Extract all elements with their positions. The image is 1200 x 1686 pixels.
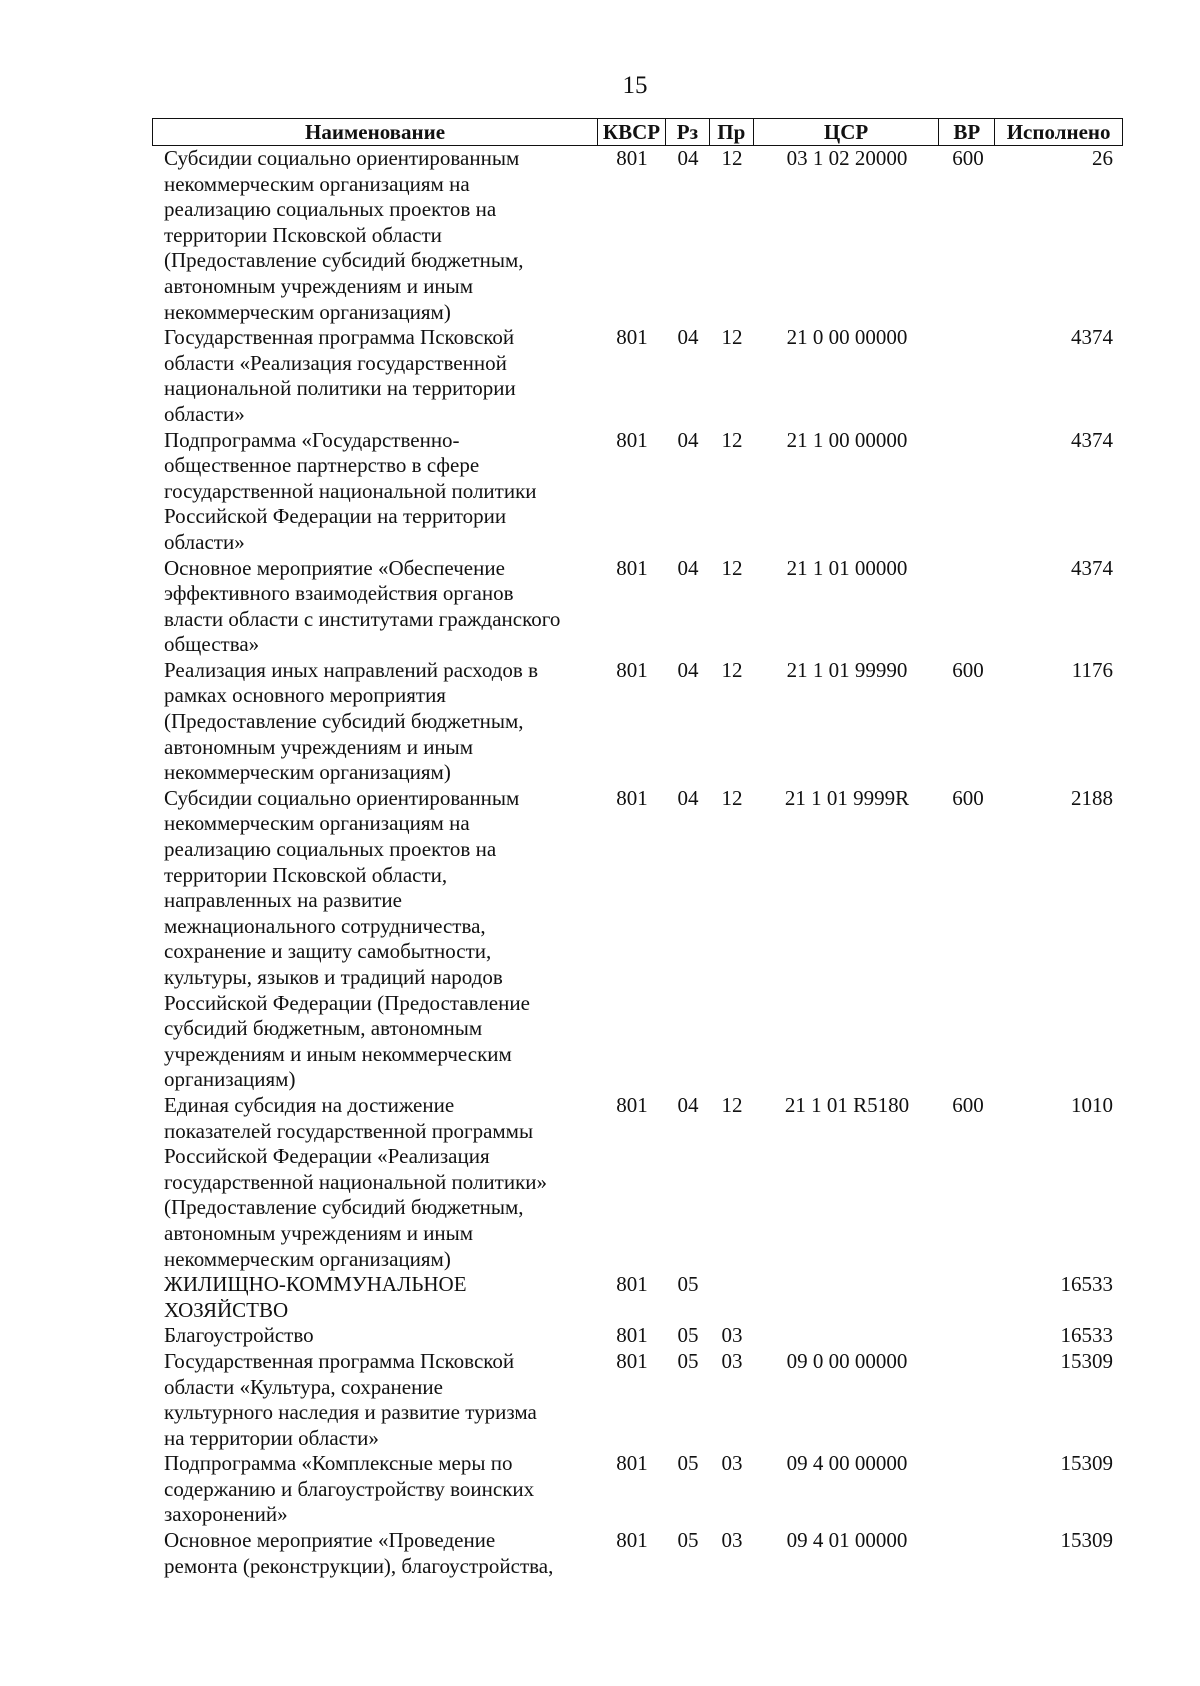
cell-csr: 21 1 01 R5180 — [784, 1092, 910, 1117]
cell-pr: 12 — [721, 325, 743, 350]
cell-kvsr: 801 — [616, 1348, 648, 1373]
cell-pr: 12 — [721, 146, 743, 170]
cell-vr: 600 — [952, 785, 984, 810]
cell-rz: 04 — [677, 146, 699, 170]
table-row — [152, 1451, 1123, 1528]
cell-kvsr: 801 — [616, 657, 648, 682]
cell-done: 26 — [1092, 146, 1113, 170]
table-row — [152, 1528, 1123, 1579]
cell-done: 4374 — [1071, 427, 1113, 452]
cell-pr: 12 — [721, 657, 743, 682]
cell-name: ЖИЛИЩНО-КОММУНАЛЬНОЕ ХОЗЯЙСТВО — [164, 1272, 467, 1322]
cell-done: 2188 — [1071, 785, 1113, 810]
cell-rz: 05 — [677, 1272, 699, 1297]
table-row — [152, 658, 1123, 786]
cell-csr: 21 1 01 00000 — [786, 555, 908, 580]
header-name: Наименование — [153, 119, 598, 145]
table-row — [152, 1093, 1123, 1272]
cell-kvsr: 801 — [616, 1528, 648, 1553]
header-done: Исполнено — [1006, 120, 1111, 144]
cell-vr: 600 — [952, 657, 984, 682]
cell-pr: 03 — [721, 1451, 743, 1476]
cell-rz: 04 — [677, 325, 699, 350]
cell-rz: 04 — [677, 427, 699, 452]
cell-done: 4374 — [1071, 555, 1113, 580]
cell-name: Основное мероприятие «Обеспечение эффективного взаимодействия органов власти области с институтами гражданского общества» — [164, 555, 561, 657]
cell-kvsr: 801 — [616, 785, 648, 810]
cell-pr: 03 — [721, 1528, 743, 1553]
cell-done: 15309 — [1060, 1528, 1113, 1553]
table-row — [152, 1272, 1123, 1323]
cell-rz: 05 — [677, 1348, 699, 1373]
table-row — [152, 556, 1123, 658]
cell-kvsr: 801 — [616, 1451, 648, 1476]
cell-done: 15309 — [1060, 1348, 1113, 1373]
cell-csr: 09 4 01 00000 — [786, 1528, 908, 1553]
cell-rz: 04 — [677, 1092, 699, 1117]
cell-csr: 21 1 00 00000 — [786, 427, 908, 452]
cell-csr: 09 4 00 00000 — [786, 1451, 908, 1476]
cell-rz: 05 — [677, 1323, 699, 1348]
cell-rz: 05 — [677, 1451, 699, 1476]
cell-csr: 09 0 00 00000 — [786, 1348, 908, 1373]
cell-done: 16533 — [1060, 1272, 1113, 1297]
cell-kvsr: 801 — [616, 325, 648, 350]
cell-name: Подпрограмма «Государственно- общественное партнерство в сфере государственной национальной политики Российской Федерации на территории области» — [164, 427, 537, 554]
cell-kvsr: 801 — [616, 1272, 648, 1297]
cell-csr: 21 0 00 00000 — [786, 325, 908, 350]
page-number: 15 — [622, 72, 648, 99]
cell-done: 1176 — [1071, 657, 1113, 682]
cell-name: Реализация иных направлений расходов в рамках основного мероприятия (Предоставление субсидий бюджетным, автономным учреждениям и иным некоммерческим организациям) — [164, 657, 539, 785]
cell-kvsr: 801 — [616, 427, 648, 452]
table-row — [152, 1349, 1123, 1451]
cell-csr: 21 1 01 99990 — [786, 657, 908, 682]
cell-done: 4374 — [1071, 325, 1113, 350]
cell-name: Основное мероприятие «Проведение ремонта (реконструкции), благоустройства, — [164, 1528, 554, 1578]
cell-kvsr: 801 — [616, 555, 648, 580]
cell-name: Благоустройство — [164, 1323, 314, 1348]
cell-pr: 12 — [721, 1092, 743, 1117]
table-header — [152, 118, 1123, 146]
header-kvsr: КВСР — [598, 119, 666, 145]
cell-name: Государственная программа Псковской области «Культура, сохранение культурного наследия и развитие туризма на территории области» — [164, 1348, 537, 1450]
cell-csr: 21 1 01 9999R — [784, 785, 910, 810]
cell-vr: 600 — [952, 1092, 984, 1117]
table-body — [152, 146, 1123, 1579]
table-row — [152, 786, 1123, 1093]
cell-rz: 04 — [677, 657, 699, 682]
cell-pr: 12 — [721, 427, 743, 452]
cell-done: 16533 — [1060, 1323, 1113, 1348]
table-row — [152, 428, 1123, 556]
cell-csr: 03 1 02 20000 — [786, 146, 908, 170]
cell-rz: 04 — [677, 555, 699, 580]
cell-kvsr: 801 — [616, 1092, 648, 1117]
cell-vr: 600 — [952, 146, 984, 170]
cell-pr: 12 — [721, 785, 743, 810]
table-row — [152, 325, 1123, 427]
cell-name: Субсидии социально ориентированным некоммерческим организациям на реализацию социальных проектов на территории Псковской области, направленных на развитие межнационального сотрудничества, сохранение и защиту самобытности, культуры, языков и традиций народов Российской Федерации (Предоставление субсидий бюджетным, автономным учреждениям и иным некоммерческим организациям) — [164, 785, 530, 1092]
cell-name: Подпрограмма «Комплексные меры по содержанию и благоустройству воинских захоронений» — [164, 1451, 535, 1527]
header-rz: Рз — [666, 119, 710, 145]
cell-done: 1010 — [1071, 1092, 1113, 1117]
cell-kvsr: 801 — [616, 1323, 648, 1348]
cell-rz: 04 — [677, 785, 699, 810]
cell-pr: 12 — [721, 555, 743, 580]
cell-done: 15309 — [1060, 1451, 1113, 1476]
header-pr: Пр — [710, 119, 754, 145]
cell-name: Субсидии социально ориентированным некоммерческим организациям на реализацию социальных проектов на территории Псковской области (Предоставление субсидий бюджетным, автономным учреждениям и иным некоммерческим организациям) — [164, 146, 524, 324]
cell-pr: 03 — [721, 1323, 743, 1348]
table-row — [152, 1323, 1123, 1349]
cell-rz: 05 — [677, 1528, 699, 1553]
cell-name: Государственная программа Псковской области «Реализация государственной национальной политики на территории области» — [164, 325, 516, 426]
cell-name: Единая субсидия на достижение показателей государственной программы Российской Федерации «Реализация государственной национальной политики» (Предоставление субсидий бюджетным, автономным учреждениям и иным некоммерческим организациям) — [164, 1092, 548, 1271]
header-vr: ВР — [939, 119, 995, 145]
header-csr: ЦСР — [754, 119, 940, 145]
cell-kvsr: 801 — [616, 146, 648, 170]
table-row — [152, 146, 1123, 325]
cell-pr: 03 — [721, 1348, 743, 1373]
